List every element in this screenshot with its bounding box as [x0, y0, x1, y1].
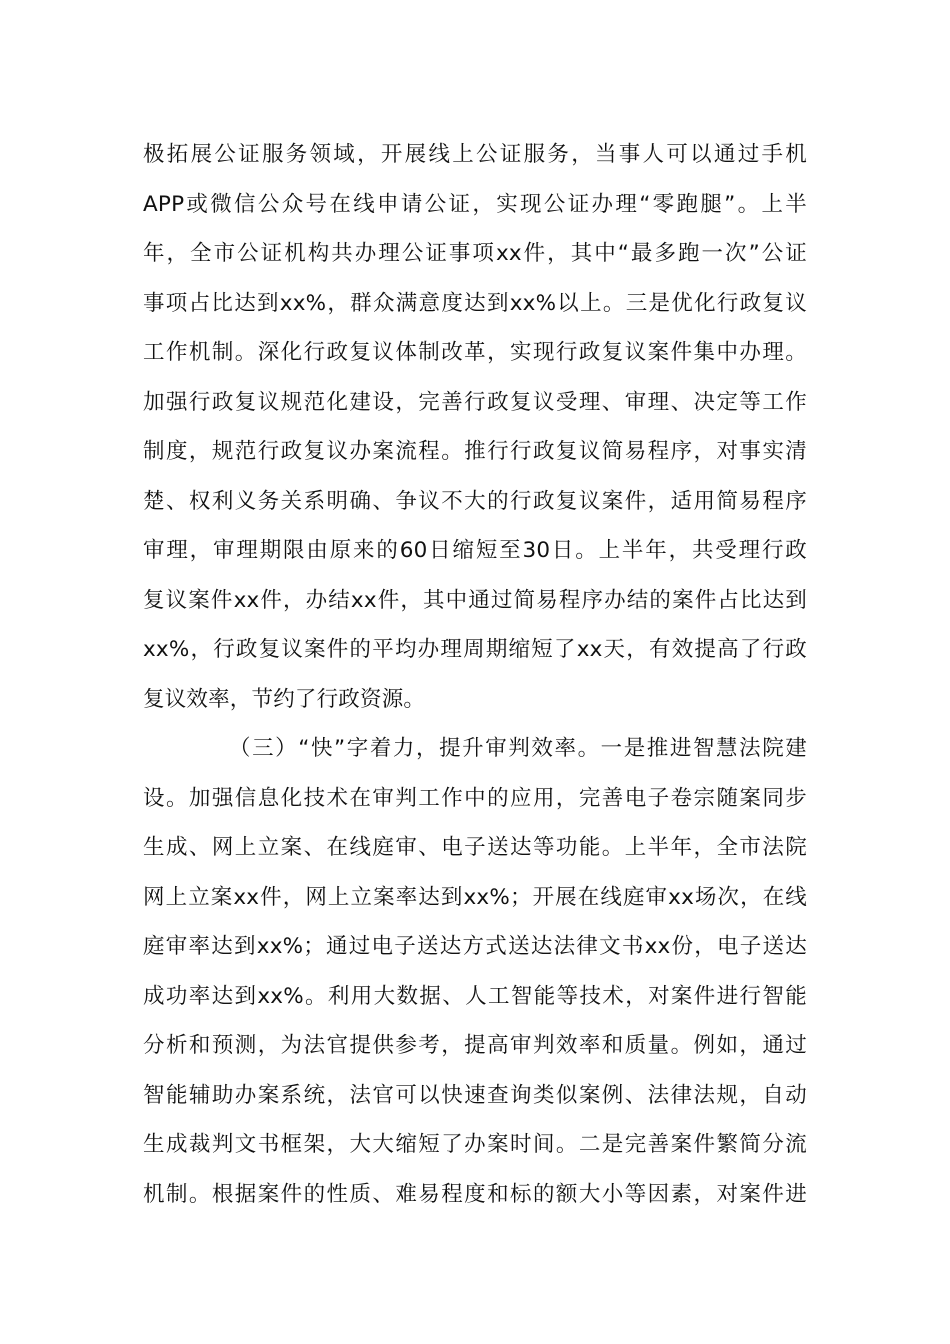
text-line: xx%，行政复议案件的平均办理周期缩短了xx天，有效提高了行政	[143, 637, 807, 662]
text-line: 设。加强信息化技术在审判工作中的应用，完善电子卷宗随案同步	[143, 785, 807, 811]
text-line: 成功率达到xx%。利用大数据、人工智能等技术，对案件进行智能	[143, 983, 807, 1009]
text-line: 网上立案xx件，网上立案率达到xx%；开展在线庭审xx场次，在线	[143, 884, 807, 910]
section-heading-line: （三）“快”字着力，提升审判效率。一是推进智慧法院建	[229, 736, 807, 761]
text-line: 机制。根据案件的性质、难易程度和标的额大小等因素，对案件进	[143, 1181, 807, 1207]
text-line: 复议案件xx件，办结xx件，其中通过简易程序办结的案件占比达到	[143, 587, 807, 613]
text-line: 极拓展公证服务领域，开展线上公证服务，当事人可以通过手机	[143, 142, 807, 167]
text-line: 生成裁判文书框架，大大缩短了办案时间。二是完善案件繁简分流	[143, 1132, 807, 1157]
text-line: 加强行政复议规范化建设，完善行政复议受理、审理、决定等工作	[143, 389, 807, 415]
text-line: 工作机制。深化行政复议体制改革，实现行政复议案件集中办理。	[143, 340, 807, 365]
text-line: 生成、网上立案、在线庭审、电子送达等功能。上半年，全市法院	[143, 835, 807, 860]
text-line: APP或微信公众号在线申请公证，实现公证办理“零跑腿”。上半	[143, 191, 807, 217]
text-line: 审理，审理期限由原来的60日缩短至30日。上半年，共受理行政	[143, 538, 807, 563]
text-line: 楚、权利义务关系明确、争议不大的行政复议案件，适用简易程序	[143, 488, 807, 514]
body-text	[143, 130, 807, 1219]
text-line: 复议效率，节约了行政资源。	[143, 686, 426, 712]
text-line: 分析和预测，为法官提供参考，提高审判效率和质量。例如，通过	[143, 1033, 807, 1058]
text-line: 年，全市公证机构共办理公证事项xx件，其中“最多跑一次”公证	[143, 241, 807, 266]
text-line: 庭审率达到xx%；通过电子送达方式送达法律文书xx份，电子送达	[143, 934, 807, 959]
text-line: 事项占比达到xx%，群众满意度达到xx%以上。三是优化行政复议	[143, 290, 807, 316]
text-line: 制度，规范行政复议办案流程。推行行政复议简易程序，对事实清	[143, 439, 807, 464]
text-line: 智能辅助办案系统，法官可以快速查询类似案例、法律法规，自动	[143, 1082, 807, 1108]
